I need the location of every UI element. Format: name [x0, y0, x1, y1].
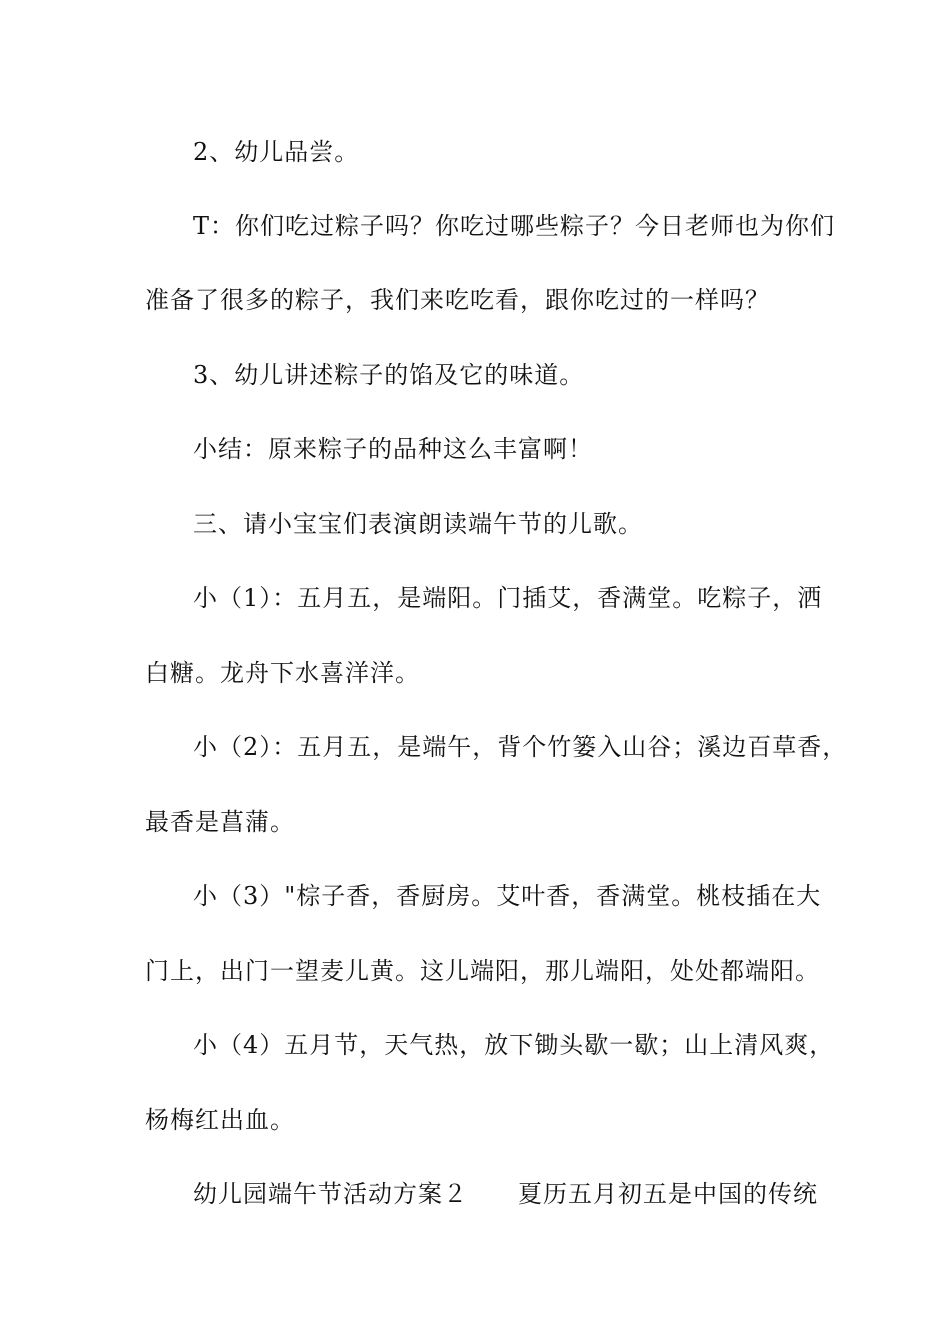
paragraph-line: 最香是菖蒲。	[145, 808, 295, 836]
paragraph-line: 小（4）五月节，天气热，放下锄头歇一歇；山上清风爽，	[193, 1031, 835, 1059]
paragraph-line: 白糖。龙舟下水喜洋洋。	[145, 659, 420, 687]
paragraph-line: T：你们吃过粽子吗？你吃过哪些粽子？今日老师也为你们	[193, 212, 836, 240]
paragraph-line: 三、请小宝宝们表演朗读端午节的儿歌。	[193, 510, 643, 538]
paragraph-line: 小（3）"棕子香，香厨房。艾叶香，香满堂。桃枝插在大	[193, 882, 822, 910]
paragraph-line: 2、幼儿品尝。	[193, 138, 360, 166]
paragraph-line: 门上，出门一望麦儿黄。这儿端阳，那儿端阳，处处都端阳。	[145, 957, 820, 985]
paragraph-line: 杨梅红出血。	[145, 1106, 295, 1134]
paragraph-line: 小（2）：五月五，是端午，背个竹篓入山谷；溪边百草香，	[193, 733, 848, 761]
paragraph-line: 幼儿园端午节活动方案２ 夏历五月初五是中国的传统	[193, 1180, 818, 1208]
paragraph-line: 小（1）：五月五，是端阳。门插艾，香满堂。吃粽子，洒	[193, 584, 823, 612]
paragraph-line: 准备了很多的粽子，我们来吃吃看，跟你吃过的一样吗？	[145, 286, 770, 314]
paragraph-line: 3、幼儿讲述粽子的馅及它的味道。	[193, 361, 585, 389]
paragraph-line: 小结：原来粽子的品种这么丰富啊！	[193, 435, 593, 463]
